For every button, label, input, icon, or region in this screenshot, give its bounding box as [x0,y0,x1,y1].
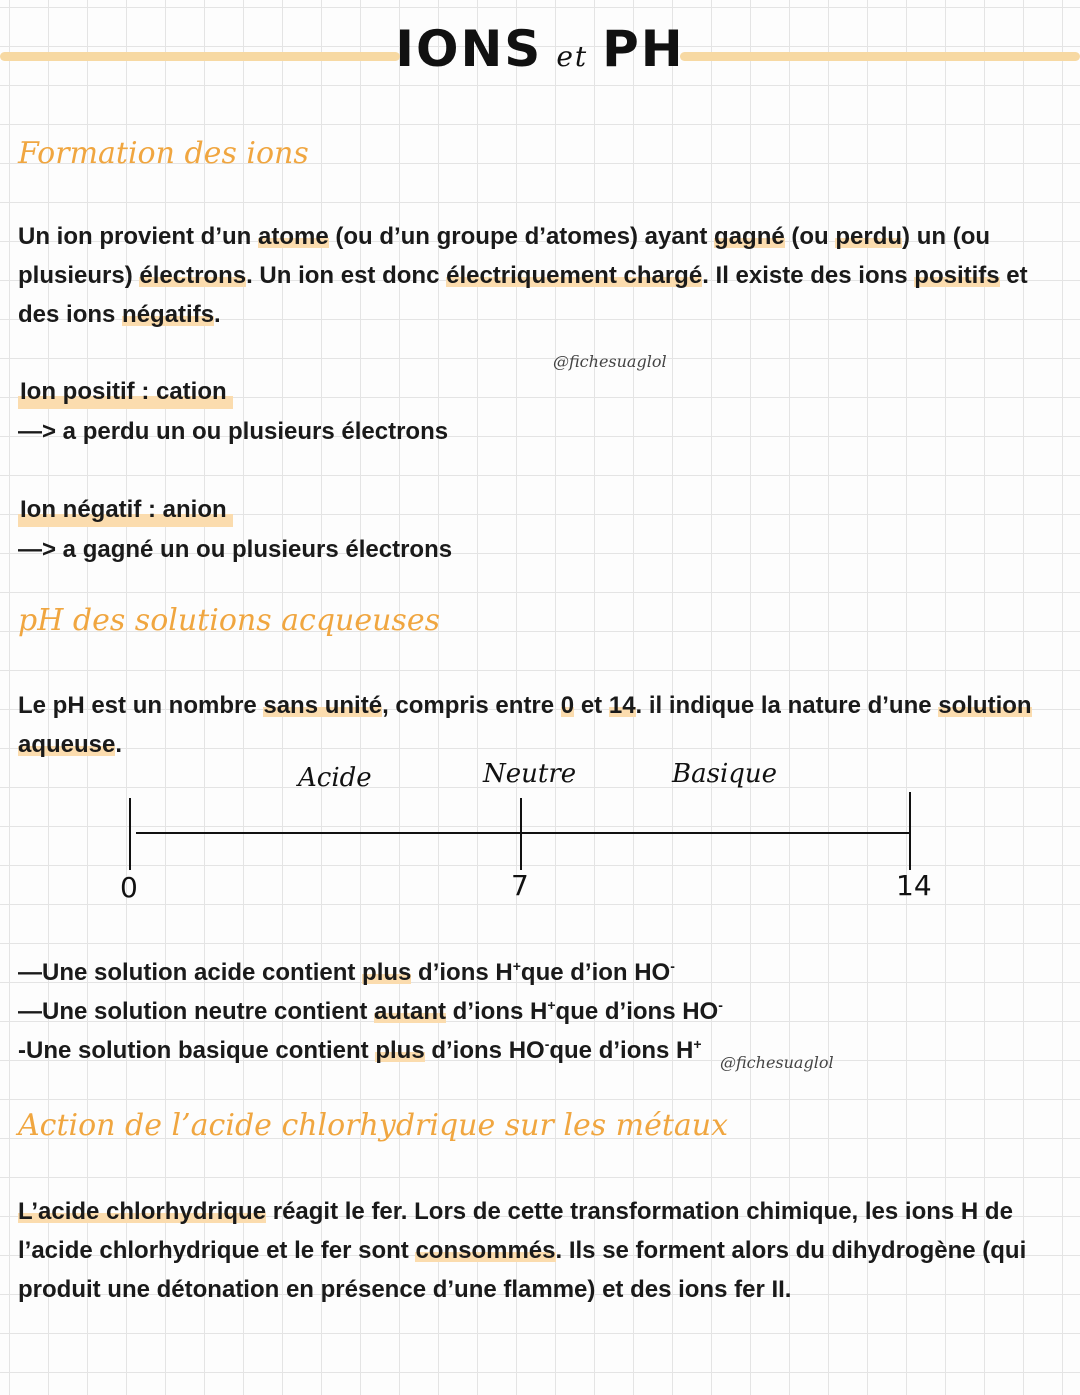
title-word-ph: PH [602,20,685,78]
highlight-solution-aqueuse: solution aqueuse [18,692,1032,758]
text-segment: . Il existe des ions [702,262,915,289]
highlight-positifs: positifs [914,262,1000,289]
anion-desc: —> a gagné un ou plusieurs électrons [18,536,453,563]
text-segment: ) un (ou plusieurs) [18,223,991,289]
superscript: - [670,958,675,974]
anion-title-text: Ion négatif : anion [18,490,233,529]
watermark-2: @fichesuaglol [720,1053,834,1072]
line-neutre [18,992,723,1031]
highlight-plus: plus [375,1037,425,1064]
superscript: + [693,1036,702,1052]
line-acide [18,953,675,992]
text-segment: (ou d’un groupe d’atomes) ayant [328,223,715,250]
text-segment: Un ion provient d’un [18,223,258,250]
text-segment: . [115,731,123,758]
highlight-gagne: gagné [714,223,785,250]
highlight-negatifs: négatifs [122,301,215,328]
section-heading-formation: Formation des ions [18,136,309,171]
title-word-ions: IONS [395,20,543,78]
text-segment: réagit le fer. Lors de cette transformation chimique, les ions H de l’acide chlorhydrique et le fer sont [18,1198,1013,1264]
text-segment: . Ils se forment alors du dihydrogène (qui produit une détonation en présence d’une flamme) et des ions fer II. [18,1237,1027,1303]
highlight-sans-unite: sans unité [263,692,383,719]
text-segment: que d’ion HO [520,959,671,986]
highlight-fourteen: 14 [608,692,636,719]
paragraph-ph [18,686,1058,764]
text-segment: que d’ions H [549,1037,694,1064]
cation-title [18,372,233,411]
highlight-acide-chlorhydrique: L’acide chlorhydrique [18,1198,267,1225]
text-segment: —Une solution acide contient [18,959,363,986]
text-segment: , compris entre [382,692,561,719]
text-segment: . il indique la nature d’une [635,692,939,719]
text-segment: Le pH est un nombre [18,692,264,719]
text-segment: -Une solution basique contient [18,1037,376,1064]
watermark-1: @fichesuaglol [553,352,667,371]
text-segment: d’ions H [411,959,513,986]
text-segment: et [574,692,609,719]
cation-desc: —> a perdu un ou plusieurs électrons [18,418,449,445]
text-segment: . [214,301,221,328]
highlight-zero: 0 [560,692,575,719]
highlight-atome: atome [257,223,329,250]
scale-label-basique: Basique [672,759,778,789]
superscript: + [512,958,521,974]
cation-title-text: Ion positif : cation [18,372,233,411]
ph-scale [0,780,1080,880]
text-segment: que d’ions HO [555,998,719,1025]
page-title [0,20,1080,78]
anion-title [18,490,233,529]
highlight-plus: plus [362,959,412,986]
superscript: - [544,1036,550,1052]
highlight-electrons: électrons [139,262,247,289]
highlight-perdu: perdu [835,223,903,250]
highlight-autant: autant [374,998,447,1025]
superscript: + [547,997,556,1013]
highlight-consommes: consommés [415,1237,556,1264]
scale-label-neutre: Neutre [483,759,577,789]
scale-label-acide: Acide [298,763,372,793]
text-segment: et des ions [18,262,1028,328]
section-heading-acide: Action de l’acide chlorhydrique sur les métaux [18,1108,729,1143]
superscript: - [718,997,723,1013]
text-segment: . Un ion est donc [246,262,447,289]
text-segment: —Une solution neutre contient [18,998,375,1025]
ph-tick-label-0: 0 [120,871,138,904]
text-segment: d’ions H [446,998,548,1025]
text-segment: (ou [784,223,836,250]
paragraph-acide [18,1192,1058,1309]
section-heading-ph: pH des solutions acqueuses [18,603,440,638]
line-basique [18,1031,702,1070]
highlight-charge: électriquement chargé [446,262,703,289]
ph-tick-label-7: 7 [511,869,529,902]
text-segment: d’ions HO [424,1037,545,1064]
ph-tick-label-14: 14 [896,869,932,902]
paragraph-formation [18,217,1058,334]
title-word-et: et [556,40,589,73]
